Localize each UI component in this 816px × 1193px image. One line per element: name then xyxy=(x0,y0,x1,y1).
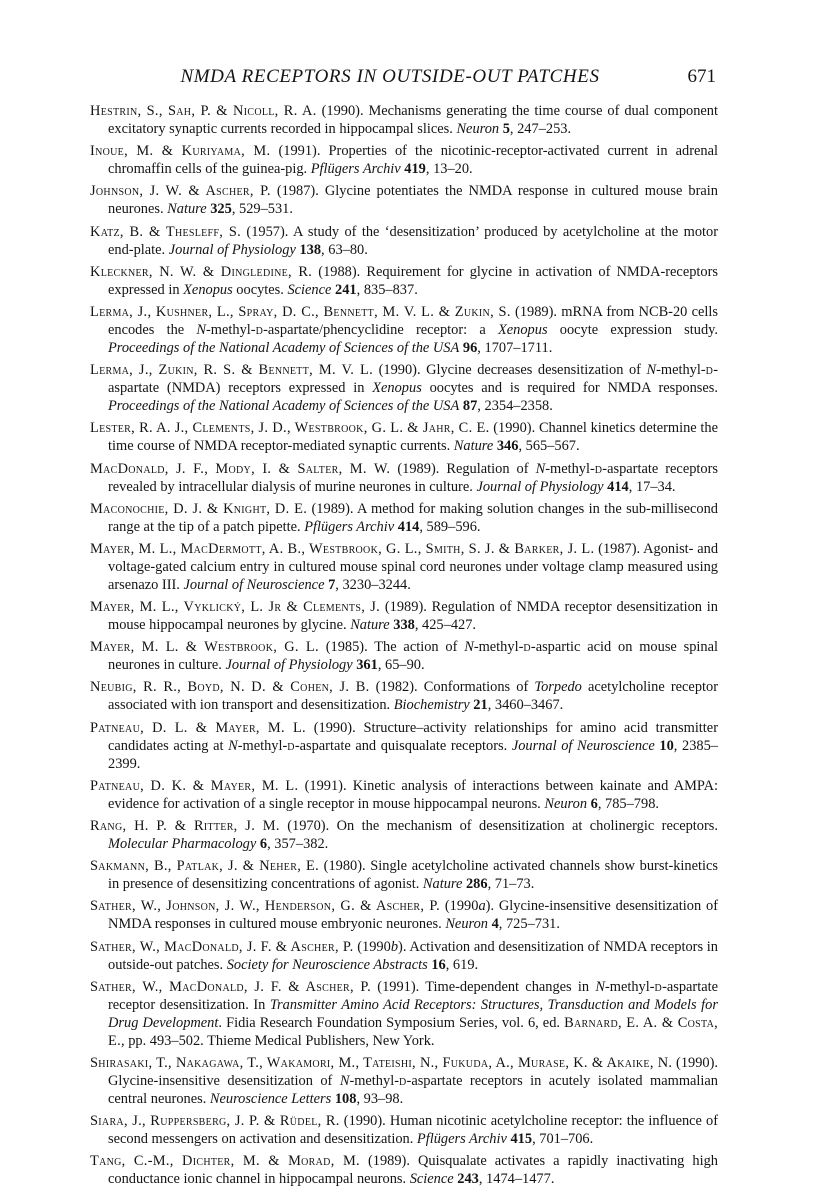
reference-text: -methyl- xyxy=(604,978,655,995)
reference-list xyxy=(90,102,718,1193)
reference-text: (1982). Conformations of xyxy=(369,679,535,696)
reference-entry xyxy=(90,540,718,594)
reference-entry xyxy=(90,361,718,415)
reference-text: -methyl- xyxy=(473,639,524,656)
reference-italic-text: Journal of Physiology xyxy=(168,241,296,258)
reference-text: (1988). Requirement for glycine in activation of NMDA-receptors expressed in xyxy=(108,263,718,298)
reference-text: (1990). Human nicotinic acetylcholine receptor: the influence of second messengers on activation and desensitization. xyxy=(108,1113,718,1148)
reference-authors: Inoue, M. & Kuriyama, M. xyxy=(90,143,271,160)
reference-authors: Katz, B. & Thesleff, S. xyxy=(90,223,242,240)
reference-italic-text: Pflügers Archiv xyxy=(416,1131,507,1148)
reference-italic-text: Journal of Physiology xyxy=(476,478,604,495)
reference-volume: 87 xyxy=(462,398,478,415)
reference-text: (1990). Glycine-insensitive desensitization of xyxy=(108,1054,718,1089)
reference-italic-text: Nature xyxy=(422,876,463,893)
reference-text: (1990 xyxy=(440,898,479,915)
reference-text: , 565–567. xyxy=(518,438,580,455)
reference-italic-text: Biochemistry xyxy=(393,697,470,714)
reference-italic-text: Science xyxy=(287,281,332,298)
reference-text: . Fidia Research Foundation Symposium Series, vol. 6, ed. xyxy=(218,1014,565,1031)
reference-text: acetylcholine receptor associated with ion transport and desensitization. xyxy=(108,679,718,714)
reference-text: -aspartic acid on mouse spinal neurones in culture. xyxy=(108,639,718,674)
reference-volume: 338 xyxy=(393,617,415,634)
reference-authors: Patneau, D. L. & Mayer, M. L. xyxy=(90,719,306,736)
reference-authors: Sakmann, B., Patlak, J. & Neher, E. xyxy=(90,858,320,875)
reference-text: oocytes. xyxy=(232,281,288,298)
reference-entry xyxy=(90,102,718,138)
reference-volume: 419 xyxy=(404,161,426,178)
reference-entry xyxy=(90,638,718,674)
reference-italic-text: Xenopus xyxy=(183,281,233,298)
reference-text: (1990). Structure–activity relationships for amino acid transmitter candidates acting at xyxy=(108,719,718,754)
reference-text: -methyl- xyxy=(237,737,288,754)
reference-italic-text: Xenopus xyxy=(497,321,548,338)
page-number: 671 xyxy=(687,66,716,87)
reference-text: (1989). Regulation of xyxy=(390,460,536,477)
reference-italic-text: Pflügers Archiv xyxy=(310,161,401,178)
reference-text: -aspartate and quisqualate receptors. xyxy=(294,737,512,754)
reference-text: (1989). Quisqualate activates a rapidly inactivating high conductance ionic channel in hippocampal neurons. xyxy=(108,1153,718,1188)
reference-italic-text: Journal of Neuroscience xyxy=(183,576,325,593)
reference-italic-text: Neuron xyxy=(445,916,488,933)
reference-volume: 346 xyxy=(496,438,519,455)
reference-text: , 2385–2399. xyxy=(108,737,718,772)
reference-volume: 414 xyxy=(607,478,629,495)
reference-authors: Mayer, M. L., MacDermott, A. B., Westbrook, G. L., Smith, S. J. & Barker, J. L. xyxy=(90,540,595,557)
reference-text: , 785–798. xyxy=(597,795,659,812)
reference-authors: Lerma, J., Zukin, R. S. & Bennett, M. V. L. xyxy=(90,362,374,379)
reference-italic-text: Transmitter Amino Acid Receptors: Structures, Transduction and Models for Drug Development xyxy=(108,996,718,1031)
reference-text: , 701–706. xyxy=(532,1131,594,1148)
reference-italic-text: Xenopus xyxy=(372,380,422,397)
reference-text: , 247–253. xyxy=(509,121,572,137)
reference-authors: Maconochie, D. J. & Knight, D. E. xyxy=(90,500,308,517)
reference-authors: Sather, W., MacDonald, J. F. & Ascher, P. xyxy=(90,978,372,995)
reference-italic-text: Nature xyxy=(350,617,390,634)
reference-text: (1991). Time-dependent changes in xyxy=(371,978,596,995)
reference-italic-text: Neuroscience Letters xyxy=(209,1090,332,1107)
reference-text: -methyl- xyxy=(656,362,706,379)
reference-entry xyxy=(90,460,718,496)
reference-italic-text: N xyxy=(535,460,546,477)
reference-italic-text: Journal of Neuroscience xyxy=(511,737,655,754)
reference-authors: Siara, J., Ruppersberg, J. P. & Rüdel, R. xyxy=(90,1113,340,1130)
reference-text: , 3230–3244. xyxy=(335,576,411,593)
reference-entry xyxy=(90,978,718,1050)
reference-authors: Mayer, M. L. & Westbrook, G. L. xyxy=(90,639,319,656)
reference-italic-text: Journal of Physiology xyxy=(225,657,353,674)
reference-text: -aspartate receptors revealed by intracellular dialysis of murine neurones in culture. xyxy=(108,460,718,495)
reference-italic-text: N xyxy=(228,737,238,754)
reference-italic-text: Torpedo xyxy=(534,679,582,696)
reference-text: , 13–20. xyxy=(425,161,473,178)
reference-text: -methyl- xyxy=(545,460,595,477)
reference-authors: d xyxy=(523,639,531,656)
reference-entry xyxy=(90,857,718,893)
reference-italic-text: Pflügers Archiv xyxy=(304,518,395,535)
reference-authors: Johnson, J. W. & Ascher, P. xyxy=(90,183,271,200)
reference-text: -methyl- xyxy=(349,1072,399,1089)
reference-text: , 357–382. xyxy=(267,836,329,852)
reference-authors: Tang, C.-M., Dichter, M. & Morad, M. xyxy=(90,1153,360,1170)
reference-text: -methyl- xyxy=(206,321,256,338)
reference-text: , 619. xyxy=(445,956,479,973)
reference-authors: Rang, H. P. & Ritter, J. M. xyxy=(90,818,280,834)
reference-entry xyxy=(90,419,718,455)
reference-text: , 71–73. xyxy=(487,876,535,893)
reference-text: , 3460–3467. xyxy=(487,697,564,714)
reference-volume: 4 xyxy=(491,916,499,933)
reference-italic-text: Nature xyxy=(167,201,207,218)
reference-text: (1991). Kinetic analysis of interactions between kainate and AMPA: evidence for activation of a single receptor in mouse hippocampal neurons. xyxy=(108,777,718,812)
reference-italic-text: N xyxy=(595,978,605,995)
reference-text: -aspartate/phencyclidine receptor: a xyxy=(263,321,498,338)
reference-authors: d xyxy=(255,321,264,338)
running-title: NMDA RECEPTORS IN OUTSIDE-OUT PATCHES xyxy=(180,66,600,87)
reference-text: , 425–427. xyxy=(414,617,477,634)
reference-text: (1990). Channel kinetics determine the time course of NMDA receptor-mediated synaptic currents. xyxy=(108,420,718,455)
reference-volume: 414 xyxy=(397,518,420,535)
reference-text: oocyte expression study. xyxy=(547,321,719,338)
reference-italic-text: Molecular Pharmacology xyxy=(108,836,257,852)
reference-italic-text: a xyxy=(478,898,486,915)
reference-italic-text: Society for Neuroscience Abstracts xyxy=(226,956,428,973)
reference-volume: 7 xyxy=(328,576,336,593)
reference-authors: Hestrin, S., Sah, P. & Nicoll, R. A. xyxy=(90,103,317,119)
reference-text: , 1474–1477. xyxy=(478,1171,555,1188)
reference-entry xyxy=(90,263,718,299)
reference-italic-text: N xyxy=(339,1072,350,1089)
reference-text: (1990). Glycine decreases desensitization of xyxy=(373,362,647,379)
reference-italic-text: Proceedings of the National Academy of Sciences of the USA xyxy=(108,339,460,356)
reference-text: (1987). Agonist- and voltage-gated calcium entry in cultured mouse spinal cord neurones under voltage clamp measured using arsenazo III. xyxy=(108,540,719,593)
reference-volume: 6 xyxy=(590,795,598,812)
reference-authors: Mayer, M. L., Vyklický, L. Jr & Clements, J. xyxy=(90,599,381,616)
reference-text: (1989). Regulation of NMDA receptor desensitization in mouse hippocampal neurones by glycine. xyxy=(108,599,718,634)
reference-volume: 286 xyxy=(465,876,488,893)
reference-authors: d xyxy=(654,978,663,995)
reference-entry xyxy=(90,598,718,634)
reference-entry xyxy=(90,817,718,853)
reference-text: oocytes and is required for NMDA responses. xyxy=(421,380,718,397)
reference-entry xyxy=(90,897,718,933)
reference-text: , 725–731. xyxy=(498,916,560,933)
reference-authors: Kleckner, N. W. & Dingledine, R. xyxy=(90,263,313,280)
reference-authors: Lester, R. A. J., Clements, J. D., Westbrook, G. L. & Jahr, C. E. xyxy=(90,420,490,437)
reference-volume: 138 xyxy=(299,241,322,258)
reference-entry xyxy=(90,938,718,974)
reference-text: ). Glycine-insensitive desensitization of NMDA responses in cultured mouse embryonic neurones. xyxy=(108,898,718,933)
reference-entry xyxy=(90,142,718,178)
reference-volume: 10 xyxy=(659,737,674,754)
reference-italic-text: Science xyxy=(409,1171,454,1188)
reference-italic-text: Neuron xyxy=(544,795,588,812)
reference-volume: 6 xyxy=(259,836,268,852)
reference-text: , 2354–2358. xyxy=(477,398,553,415)
reference-volume: 16 xyxy=(431,956,446,973)
reference-text: -aspartate receptors in acutely isolated mammalian central neurones. xyxy=(108,1072,718,1107)
reference-entry xyxy=(90,719,718,773)
reference-authors: Patneau, D. K. & Mayer, M. L. xyxy=(90,777,299,794)
reference-authors: d xyxy=(399,1072,407,1089)
reference-text: (1989). A method for making solution changes in the sub-millisecond range at the tip of a patch pipette. xyxy=(108,500,718,535)
reference-volume: 361 xyxy=(356,657,378,674)
reference-text: , 65–90. xyxy=(377,657,425,674)
reference-entry xyxy=(90,1054,718,1108)
reference-authors: d xyxy=(287,737,295,754)
reference-italic-text: b xyxy=(390,938,399,955)
reference-text: (1987). Glycine potentiates the NMDA response in cultured mouse brain neurones. xyxy=(108,183,718,218)
reference-authors: MacDonald, J. F., Mody, I. & Salter, M. W. xyxy=(90,460,391,477)
reference-volume: 243 xyxy=(457,1171,479,1188)
reference-authors: d xyxy=(705,362,714,379)
reference-volume: 96 xyxy=(462,339,478,356)
reference-text: ). Activation and desensitization of NMDA receptors in outside-out patches. xyxy=(108,938,719,973)
reference-text: (1991). Properties of the nicotinic-receptor-activated current in adrenal chromaffin cells of the guinea-pig. xyxy=(108,143,718,178)
reference-entry xyxy=(90,678,718,714)
reference-entry xyxy=(90,303,718,357)
reference-volume: 108 xyxy=(334,1090,357,1107)
reference-entry xyxy=(90,1152,718,1188)
reference-text: , pp. 493–502. Thieme Medical Publishers, New York. xyxy=(121,1032,435,1049)
reference-text: , 529–531. xyxy=(231,201,293,218)
reference-entry xyxy=(90,182,718,218)
reference-authors: Barnard, E. A. & Costa, E. xyxy=(108,1014,719,1049)
reference-text: -aspartate receptor desensitization. In xyxy=(108,978,718,1013)
reference-text: (1990 xyxy=(353,938,391,955)
reference-volume: 5 xyxy=(502,121,510,137)
reference-entry xyxy=(90,777,718,813)
reference-authors: Shirasaki, T., Nakagawa, T., Wakamori, M., Tateishi, N., Fukuda, A., Murase, K. & Akaike, N. xyxy=(90,1054,673,1071)
reference-entry xyxy=(90,223,718,259)
reference-text: , 1707–1711. xyxy=(477,339,553,356)
reference-text: -aspartate (NMDA) receptors expressed in xyxy=(108,362,718,397)
reference-text: (1970). On the mechanism of desensitization at cholinergic receptors. xyxy=(279,818,718,834)
reference-text: (1990). Mechanisms generating the time course of dual component excitatory synaptic currents recorded in hippocampal slices. xyxy=(108,103,718,137)
reference-volume: 325 xyxy=(210,201,232,218)
reference-italic-text: Nature xyxy=(453,438,494,455)
reference-text: , 17–34. xyxy=(628,478,676,495)
reference-volume: 241 xyxy=(335,281,357,298)
reference-entry xyxy=(90,1112,718,1148)
reference-italic-text: N xyxy=(464,639,474,656)
reference-authors: Lerma, J., Kushner, L., Spray, D. C., Bennett, M. V. L. & Zukin, S. xyxy=(90,303,511,320)
reference-volume: 21 xyxy=(473,697,488,714)
reference-authors: Sather, W., MacDonald, J. F. & Ascher, P. xyxy=(90,938,354,955)
reference-authors: d xyxy=(594,460,603,477)
reference-italic-text: N xyxy=(196,321,207,338)
reference-text: , 835–837. xyxy=(356,281,418,298)
reference-entry xyxy=(90,500,718,536)
reference-italic-text: Neuron xyxy=(456,121,500,137)
reference-text: , 93–98. xyxy=(356,1090,404,1107)
reference-text: (1985). The action of xyxy=(318,639,465,656)
reference-italic-text: Proceedings of the National Academy of Sciences of the USA xyxy=(108,398,460,415)
reference-text: (1957). A study of the ‘desensitization’ produced by acetylcholine at the motor end-plate. xyxy=(108,223,718,258)
reference-italic-text: N xyxy=(646,362,657,379)
reference-authors: Neubig, R. R., Boyd, N. D. & Cohen, J. B. xyxy=(90,679,370,696)
reference-text: , 589–596. xyxy=(419,518,481,535)
reference-text: , 63–80. xyxy=(321,241,368,258)
reference-volume: 415 xyxy=(510,1131,533,1148)
reference-text: (1989). mRNA from NCB-20 cells encodes the xyxy=(108,303,718,338)
reference-authors: Sather, W., Johnson, J. W., Henderson, G. & Ascher, P. xyxy=(90,898,441,915)
reference-text: (1980). Single acetylcholine activated channels show burst-kinetics in presence of desensitizing concentrations of agonist. xyxy=(108,858,718,893)
